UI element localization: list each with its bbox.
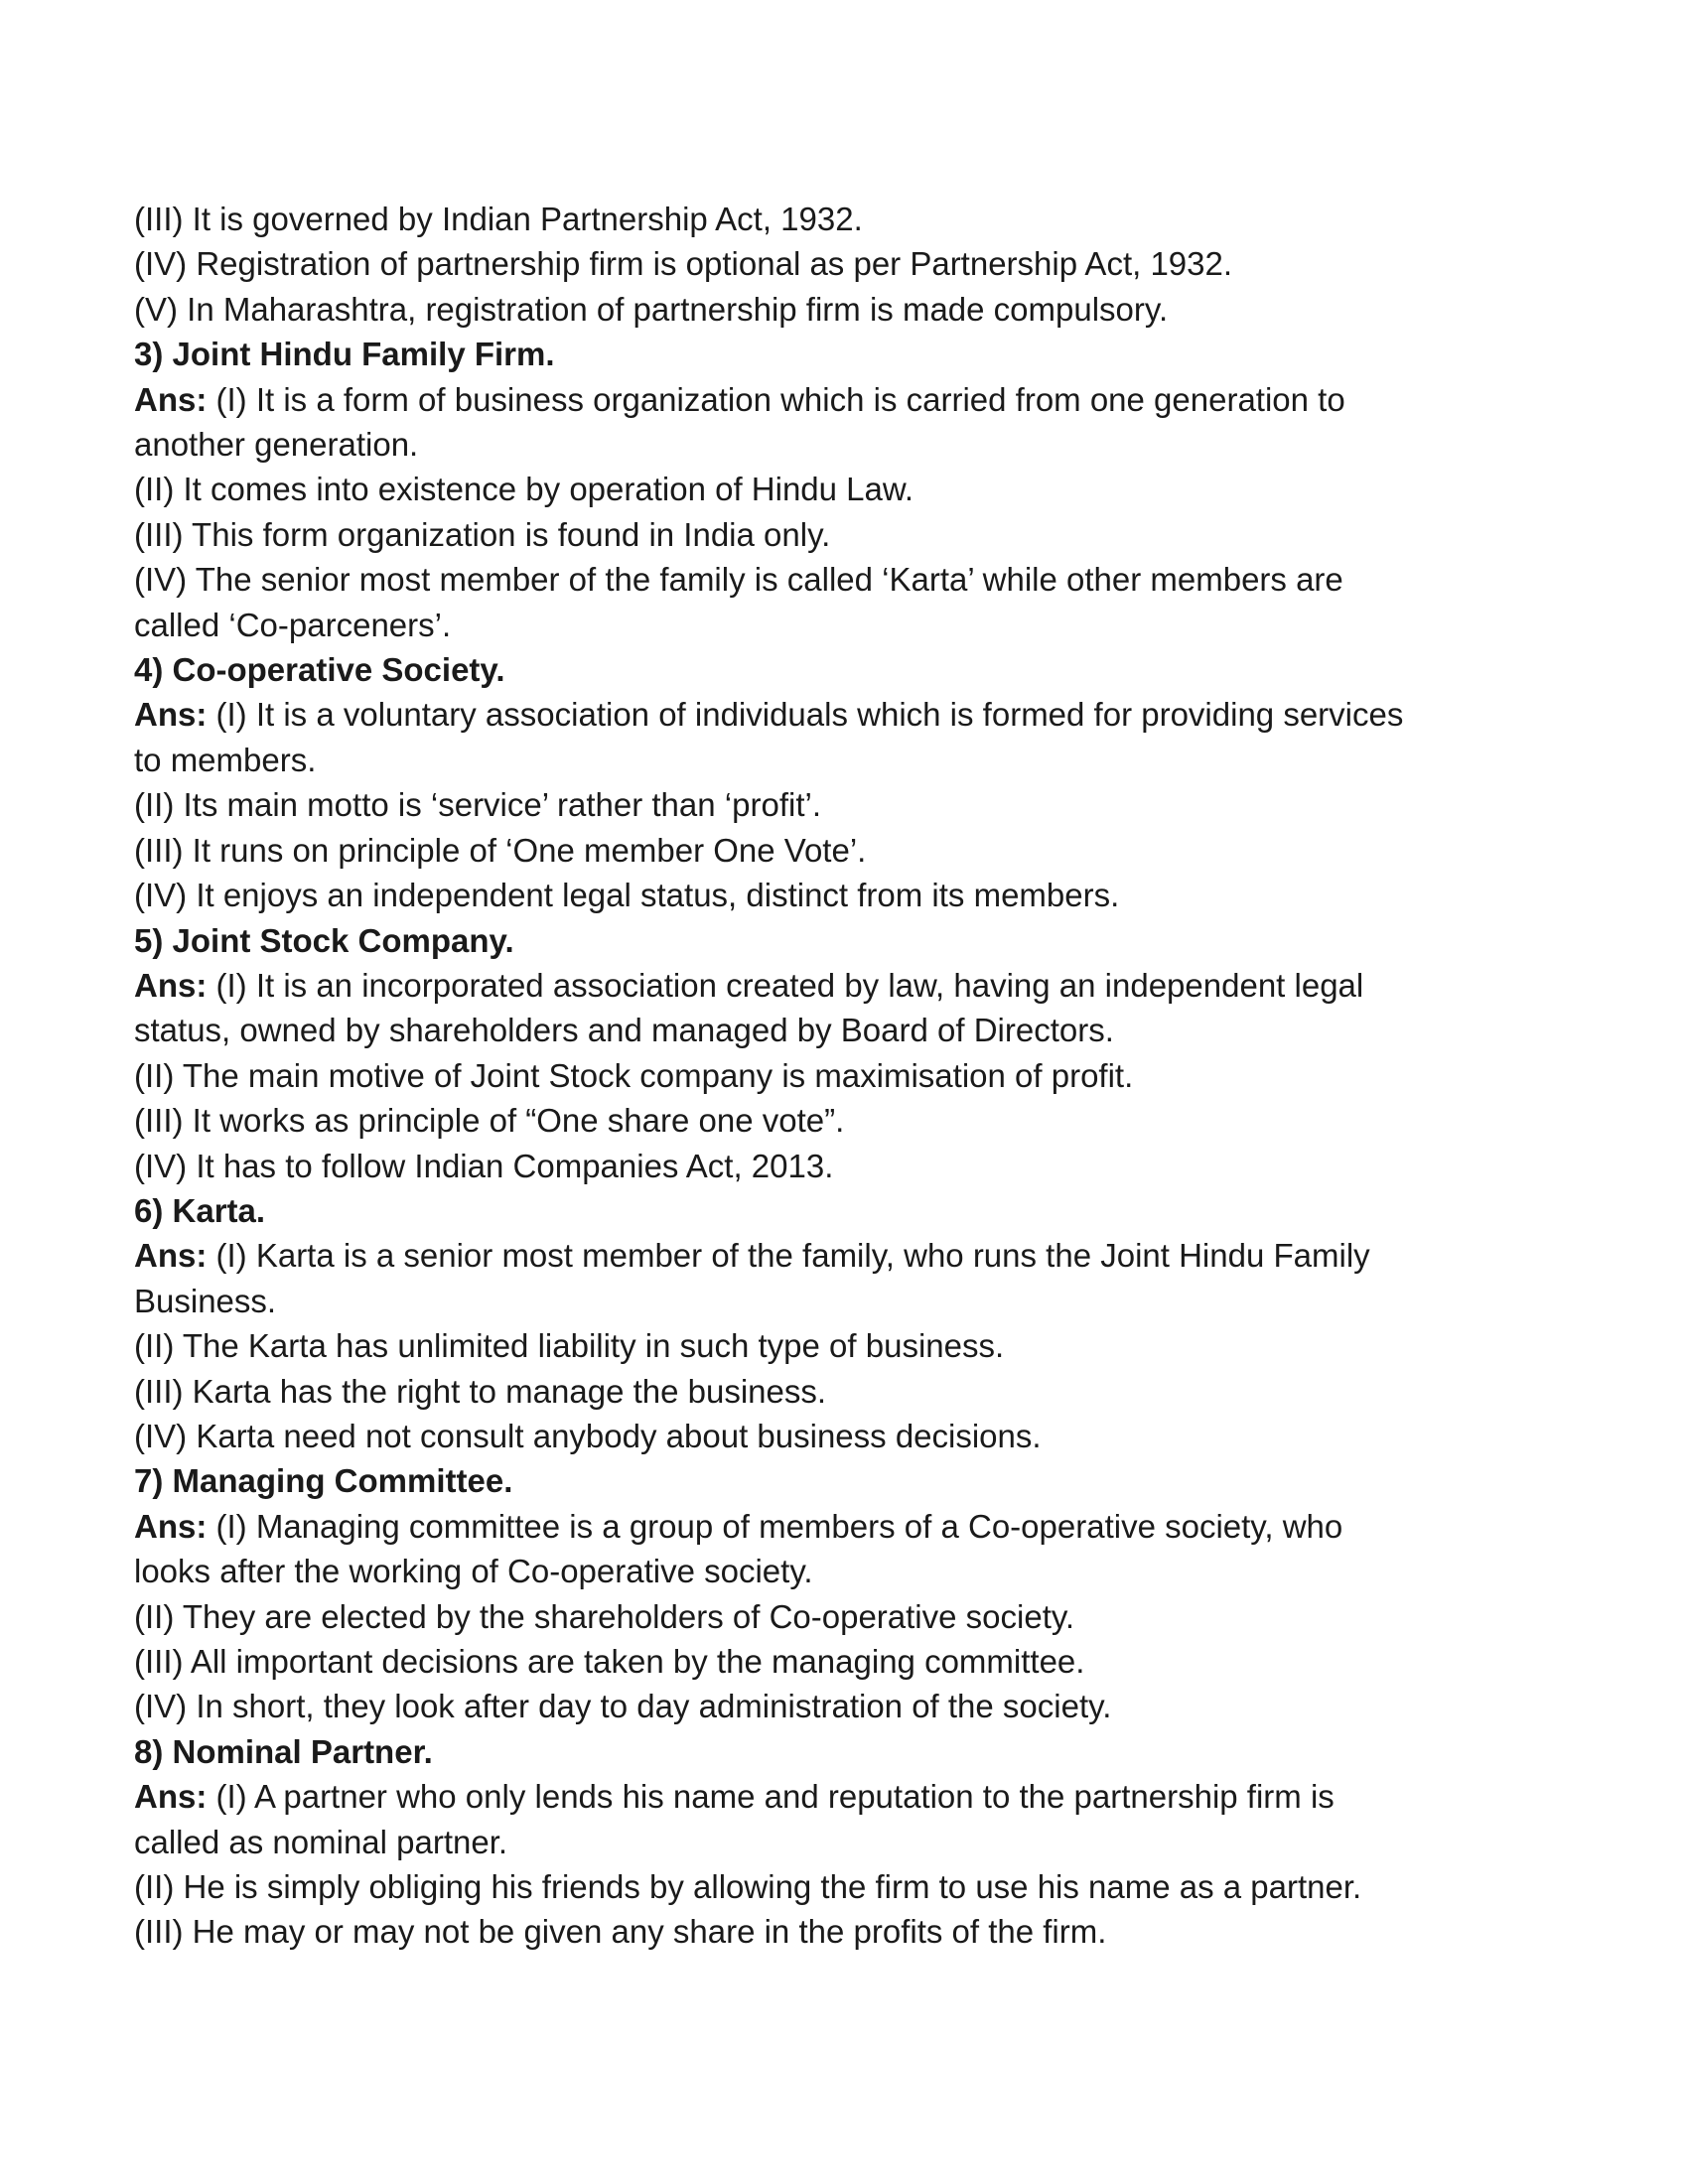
text-line [134,873,1584,917]
text-line [134,603,1584,647]
section-heading: 6) Karta. [134,1191,266,1229]
text-line [134,738,1584,782]
text-line [134,692,1584,737]
section-heading: 5) Joint Stock Company. [134,921,514,959]
ans-label: Ans: [134,1507,208,1545]
text-line [134,1504,1584,1549]
text-line [134,1774,1584,1819]
line-text: (II) The Karta has unlimited liability in such type of business. [134,1327,1005,1365]
text-line [134,1684,1584,1728]
answer-section [134,1458,1584,1728]
text-line [134,1909,1584,1954]
line-text: (IV) It enjoys an independent legal status, distinct from its members. [134,877,1120,914]
line-text: (III) All important decisions are taken by the managing committee. [134,1643,1085,1680]
text-line [134,1414,1584,1458]
text-line [134,1144,1584,1188]
text-line [134,1233,1584,1278]
line-text: (II) They are elected by the shareholders of Co-operative society. [134,1597,1075,1635]
text-line [134,1639,1584,1684]
line-text: called as nominal partner. [134,1823,508,1860]
text-line [134,512,1584,557]
text-line [134,557,1584,602]
section-heading: 3) Joint Hindu Family Firm. [134,336,555,373]
answer-section [134,918,1584,1188]
text-line [134,1008,1584,1052]
section-heading: 7) Managing Committee. [134,1462,513,1500]
line-text: (II) He is simply obliging his friends by allowing the firm to use his name as a partner. [134,1868,1362,1906]
line-text: (IV) The senior most member of the family is called ‘Karta’ while other members are [134,561,1343,599]
ans-label: Ans: [134,380,208,418]
line-text: (IV) Karta need not consult anybody about business decisions. [134,1417,1042,1454]
answer-section [134,1188,1584,1458]
text-line [134,467,1584,511]
section-heading: 4) Co-operative Society. [134,651,505,689]
text-line [134,1594,1584,1639]
section-heading: 8) Nominal Partner. [134,1732,433,1770]
answer-section [134,647,1584,917]
line-text: Business. [134,1282,277,1319]
line-text: (III) It runs on principle of ‘One member One Vote’. [134,831,867,869]
line-text: another generation. [134,426,419,464]
line-text: called ‘Co-parceners’. [134,606,452,643]
line-text: (V) In Maharashtra, registration of partnership firm is made compulsory. [134,290,1169,328]
line-text: (III) It is governed by Indian Partnership Act, 1932. [134,201,863,237]
text-line [134,1864,1584,1909]
line-text: status, owned by shareholders and managed by Board of Directors. [134,1012,1114,1049]
text-line [134,241,1584,286]
text-line [134,782,1584,827]
ans-label: Ans: [134,1237,208,1275]
line-text: (II) It comes into existence by operation of Hindu Law. [134,471,914,508]
text-line [134,1053,1584,1098]
text-line [134,287,1584,332]
text-line [134,1820,1584,1864]
line-text: (III) It works as principle of “One share one vote”. [134,1102,845,1140]
line-text: (III) This form organization is found in India only. [134,515,831,553]
text-line [134,1098,1584,1143]
line-text: (I) Karta is a senior most member of the family, who runs the Joint Hindu Family [207,1237,1370,1275]
line-text: (IV) It has to follow Indian Companies Act, 2013. [134,1147,834,1184]
line-text: (I) It is a form of business organization which is carried from one generation to [207,380,1345,418]
document-body [134,197,1584,1955]
line-text: (I) A partner who only lends his name and reputation to the partnership firm is [207,1778,1335,1816]
ans-label: Ans: [134,966,208,1004]
line-text: (II) The main motive of Joint Stock company is maximisation of profit. [134,1056,1134,1094]
line-text: (I) Managing committee is a group of members of a Co-operative society, who [207,1507,1343,1545]
answer-section [134,332,1584,647]
text-line [134,828,1584,873]
answer-section [134,197,1584,332]
line-text: (IV) Registration of partnership firm is optional as per Partnership Act, 1932. [134,245,1233,283]
line-text: (II) Its main motto is ‘service’ rather than ‘profit’. [134,786,821,824]
text-line [134,377,1584,422]
line-text: to members. [134,741,317,778]
answer-section [134,1729,1584,1955]
text-line [134,197,1584,241]
text-line [134,1369,1584,1414]
line-text: (IV) In short, they look after day to day administration of the society. [134,1688,1112,1725]
line-text: (I) It is an incorporated association created by law, having an independent legal [207,966,1364,1004]
ans-label: Ans: [134,1778,208,1816]
line-text: (III) He may or may not be given any share in the profits of the firm. [134,1913,1107,1951]
ans-label: Ans: [134,696,208,734]
line-text: (I) It is a voluntary association of individuals which is formed for providing services [207,696,1404,734]
text-line [134,1279,1584,1323]
line-text: (III) Karta has the right to manage the business. [134,1372,827,1410]
text-line [134,422,1584,467]
text-line [134,963,1584,1008]
text-line [134,1323,1584,1368]
text-line [134,1549,1584,1593]
line-text: looks after the working of Co-operative society. [134,1553,813,1590]
